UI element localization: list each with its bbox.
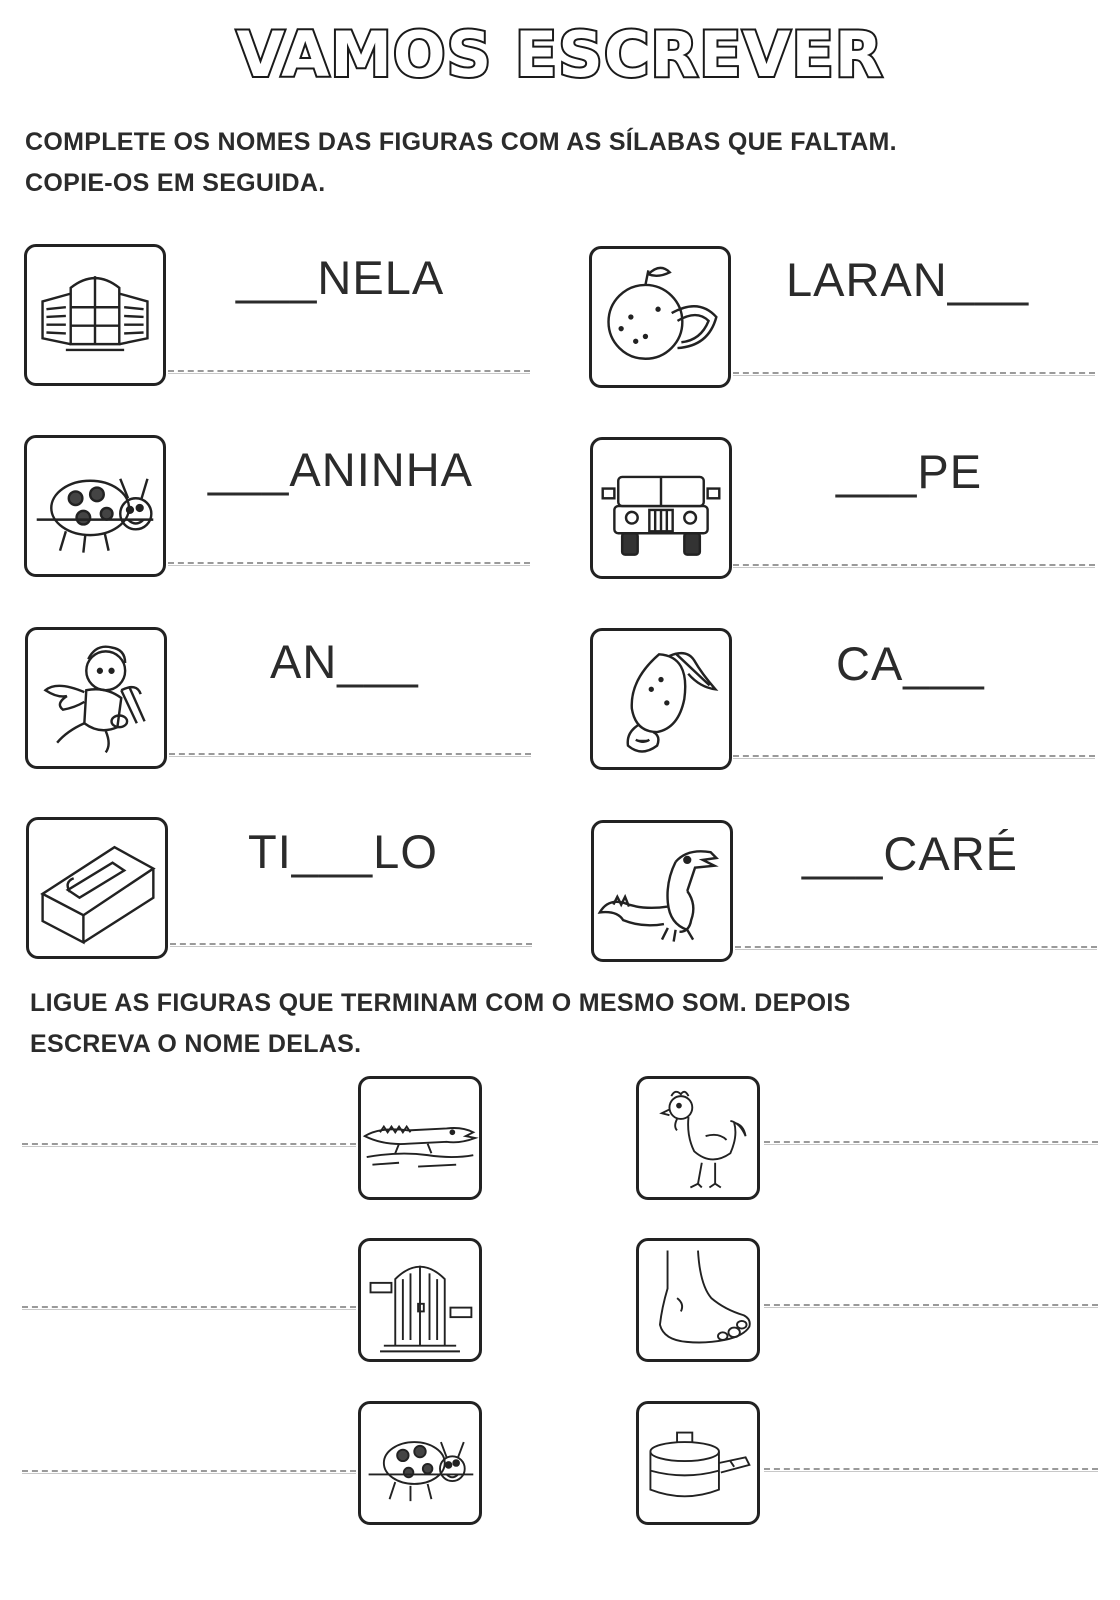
word-item-7: TI___LO	[248, 825, 438, 878]
pot-icon[interactable]	[636, 1401, 760, 1525]
writing-line[interactable]	[169, 753, 531, 755]
ladybug-icon	[24, 435, 166, 577]
alligator-icon[interactable]	[358, 1076, 482, 1200]
writing-line[interactable]	[733, 564, 1095, 566]
word-item-4: ___PE	[836, 445, 983, 498]
word-item-6: CA___	[836, 637, 985, 690]
writing-line[interactable]	[735, 946, 1097, 948]
instruction-1-line-1: COMPLETE OS NOMES DAS FIGURAS COM AS SÍLABAS QUE FALTAM.	[25, 128, 897, 156]
writing-line[interactable]	[168, 562, 530, 564]
cashew-icon	[590, 628, 732, 770]
ladybug-icon[interactable]	[358, 1401, 482, 1525]
instruction-2	[30, 983, 851, 1065]
instruction-1	[25, 122, 897, 204]
writing-line[interactable]	[733, 755, 1095, 757]
door-icon[interactable]	[358, 1238, 482, 1362]
angel-icon	[25, 627, 167, 769]
word-item-8: ___CARÉ	[802, 827, 1018, 880]
writing-line[interactable]	[764, 1304, 1098, 1306]
chicken-icon[interactable]	[636, 1076, 760, 1200]
word-item-3: ___ANINHA	[208, 443, 473, 496]
word-item-5: AN___	[270, 635, 419, 688]
writing-line[interactable]	[22, 1143, 356, 1145]
writing-line[interactable]	[22, 1306, 356, 1308]
jeep-icon	[590, 437, 732, 579]
writing-line[interactable]	[22, 1470, 356, 1472]
word-item-1: ___NELA	[236, 251, 445, 304]
alligator-icon	[591, 820, 733, 962]
writing-line[interactable]	[764, 1468, 1098, 1470]
brick-icon	[26, 817, 168, 959]
writing-line[interactable]	[170, 943, 532, 945]
foot-icon[interactable]	[636, 1238, 760, 1362]
word-item-2: LARAN___	[786, 253, 1030, 306]
instruction-2-line-2: ESCREVA O NOME DELAS.	[30, 1030, 362, 1058]
window-icon	[24, 244, 166, 386]
page-title: VAMOS ESCREVER	[236, 18, 884, 91]
instruction-1-line-2: COPIE-OS EM SEGUIDA.	[25, 169, 326, 197]
writing-line[interactable]	[764, 1141, 1098, 1143]
writing-line[interactable]	[733, 372, 1095, 374]
orange-icon	[589, 246, 731, 388]
instruction-2-line-1: LIGUE AS FIGURAS QUE TERMINAM COM O MESMO SOM. DEPOIS	[30, 989, 851, 1017]
writing-line[interactable]	[168, 370, 530, 372]
